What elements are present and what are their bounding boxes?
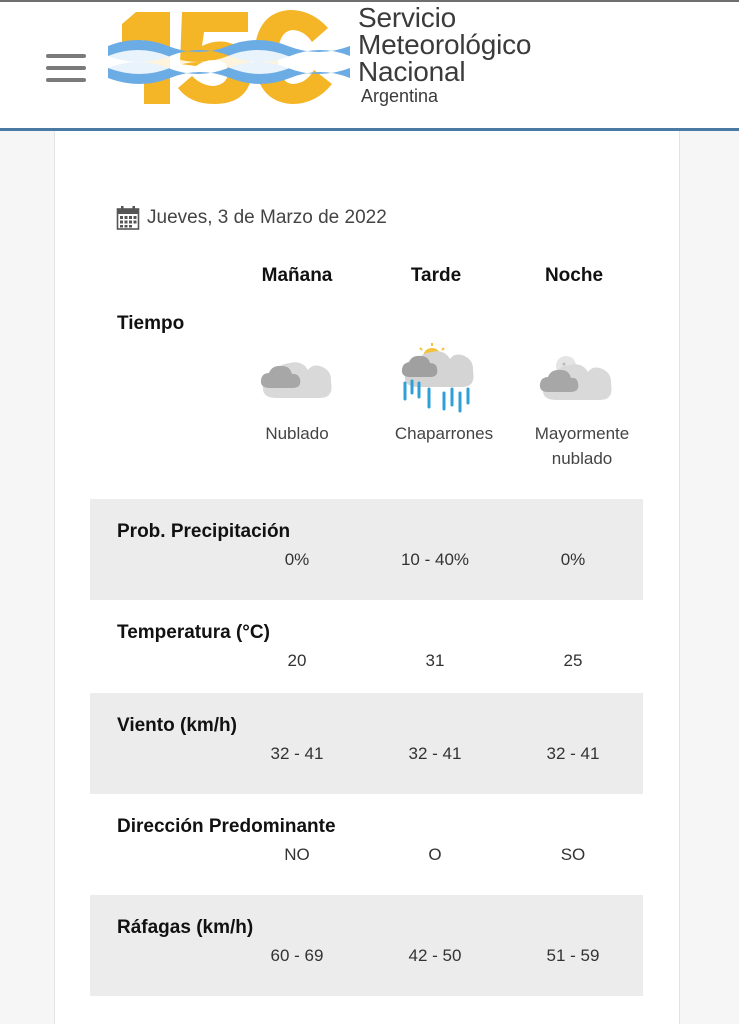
row-value-manana: 60 - 69 (270, 946, 324, 965)
smn-150-logo-icon[interactable] (108, 6, 350, 106)
row-value-manana: 32 - 41 (270, 744, 324, 763)
row-value-noche: SO (560, 845, 586, 864)
row-label: Dirección Predominante (117, 816, 336, 837)
hamburger-menu-icon[interactable] (46, 54, 86, 82)
forecast-date (116, 204, 387, 232)
logo-line-servicio: Servicio (358, 2, 456, 33)
weather-desc-noche-line1: Mayormente (534, 424, 630, 443)
logo-text[interactable] (358, 4, 531, 107)
row-value-tarde: 32 - 41 (408, 744, 462, 763)
row-value-noche: 25 (563, 651, 583, 670)
row-value-tarde: 10 - 40% (400, 550, 470, 569)
row-value-tarde: 42 - 50 (408, 946, 462, 965)
row-value-manana: 0% (284, 550, 310, 569)
weather-desc-noche (507, 421, 657, 471)
weather-label: Tiempo (117, 313, 185, 334)
calendar-icon (116, 205, 140, 231)
date-text: Jueves, 3 de Marzo de 2022 (147, 207, 387, 228)
logo-line-argentina: Argentina (361, 86, 439, 106)
mostly-cloudy-night-icon (536, 352, 614, 406)
row-label: Prob. Precipitación (117, 521, 291, 542)
period-header-noche: Noche (544, 265, 604, 286)
weather-desc-manana: Nublado (265, 424, 329, 443)
row-value-noche: 51 - 59 (546, 946, 600, 965)
row-label: Ráfagas (km/h) (117, 917, 254, 938)
row-viento (90, 693, 643, 794)
period-header-manana: Mañana (261, 265, 333, 286)
logo-line-nacional: Nacional (358, 56, 466, 87)
row-value-noche: 0% (560, 550, 586, 569)
showers-sun-icon (398, 343, 476, 415)
row-rafagas (90, 895, 643, 996)
row-prob-precipitacion (90, 499, 643, 600)
logo-line-meteorologico: Meteorológico (358, 29, 532, 60)
weather-desc-noche-line2: nublado (551, 449, 613, 468)
row-value-tarde: O (428, 845, 442, 864)
row-value-manana: NO (284, 845, 310, 864)
period-header-tarde: Tarde (410, 265, 462, 286)
weather-desc-tarde: Chaparrones (394, 424, 494, 443)
row-label: Viento (km/h) (117, 715, 237, 736)
row-value-noche: 32 - 41 (546, 744, 600, 763)
row-temperatura (90, 600, 643, 693)
site-header (0, 0, 739, 128)
row-value-manana: 20 (287, 651, 307, 670)
row-label: Temperatura (°C) (117, 622, 270, 643)
cloudy-icon (258, 352, 336, 404)
row-value-tarde: 31 (425, 651, 445, 670)
row-direccion-predominante (90, 794, 643, 895)
